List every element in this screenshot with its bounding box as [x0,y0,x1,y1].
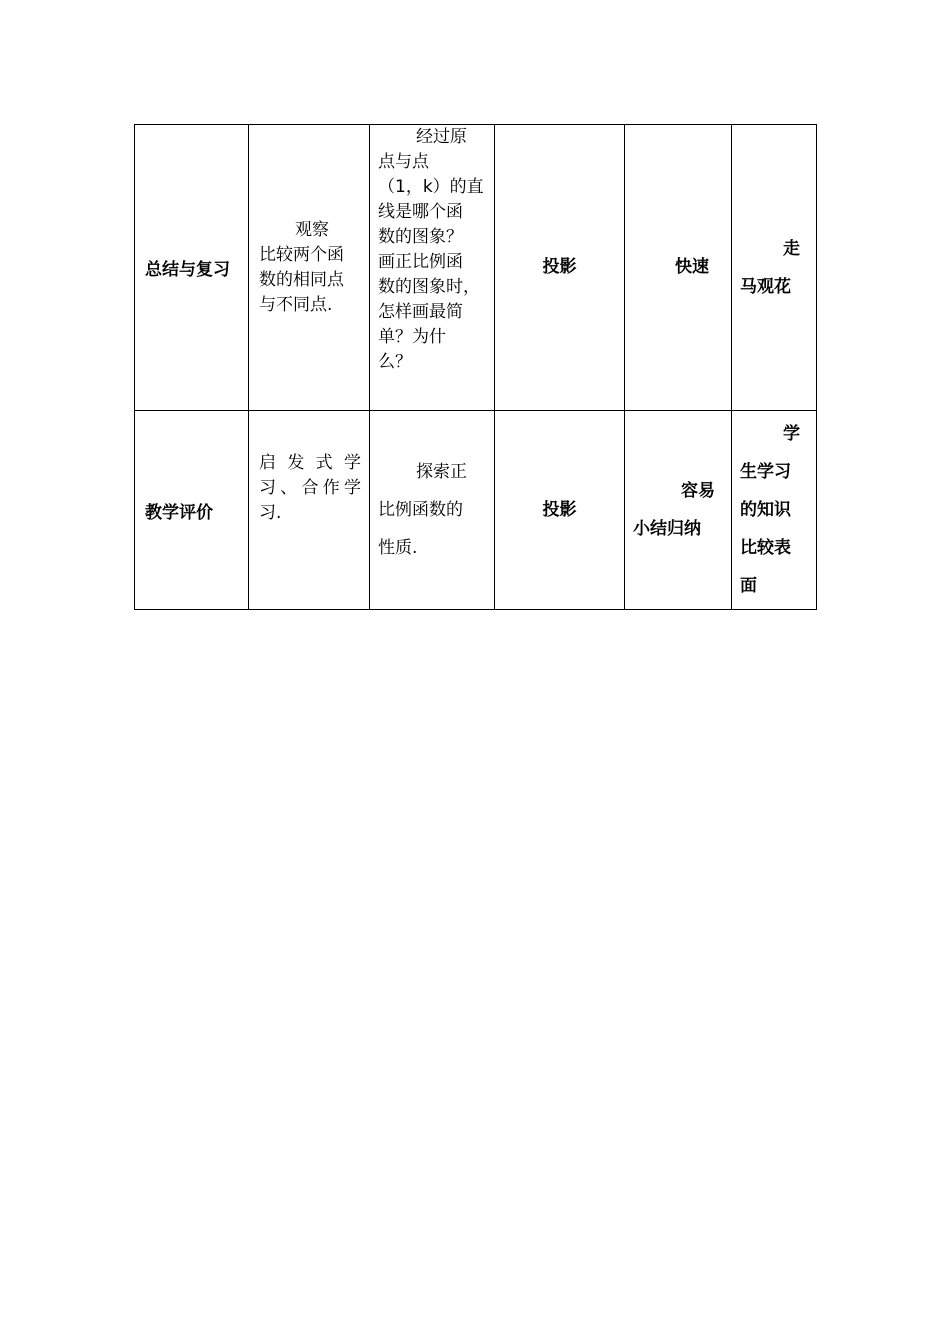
method-cell [495,411,625,610]
comment-line: 生学习 [740,462,791,482]
comment-line: 马观花 [740,276,791,297]
activity-cell [249,411,370,610]
comment-line: 的知识 [740,500,791,520]
activity-line: 启 发 式 学 [259,453,361,473]
question-line: 比例函数的 [378,500,463,520]
comment-line: 学 [783,424,800,444]
activity-line: 与不同点. [259,294,333,315]
question-line: 画正比例函 [378,252,463,272]
feature-line: 小结归纳 [633,519,701,539]
question-line: 线是哪个函 [378,202,463,222]
question-line: 经过原 [416,127,467,147]
activity-line: 比较两个函 [259,244,344,265]
activity-line: 观察 [295,219,329,240]
table-row [135,125,817,411]
method-cell [495,125,625,411]
question-line: 性质. [378,538,418,558]
activity-cell [249,125,370,411]
comment-line: 走 [783,238,800,259]
method-label: 投影 [542,257,577,277]
stage-label: 总结与复习 [145,260,230,280]
question-line: 怎样画最简 [378,302,463,322]
stage-label: 教学评价 [145,502,213,523]
activity-line: 习、合作学 [259,478,361,498]
feature-line: 容易 [681,481,715,501]
question-line: 点与点 [378,152,429,172]
stage-cell [135,411,249,610]
comment-cell [732,411,817,610]
question-line: 数的图象时， [378,277,480,297]
comment-cell [732,125,817,411]
activity-line: 习. [259,503,282,523]
question-cell [370,411,495,610]
question-line: 么？ [378,352,412,372]
lesson-table [134,124,817,610]
feature-line: 快速 [675,257,709,277]
comment-line: 比较表 [740,538,791,558]
question-line: 单？为什 [378,327,446,347]
table-row [135,411,817,610]
activity-line: 数的相同点 [259,269,344,290]
feature-cell [625,411,732,610]
stage-cell [135,125,249,411]
question-line: 数的图象？ [378,227,463,247]
feature-cell [625,125,732,411]
question-cell [370,125,495,411]
comment-line: 面 [740,576,757,596]
question-line: （1，k）的直 [378,177,484,197]
method-label: 投影 [542,499,577,520]
question-line: 探索正 [416,462,467,482]
